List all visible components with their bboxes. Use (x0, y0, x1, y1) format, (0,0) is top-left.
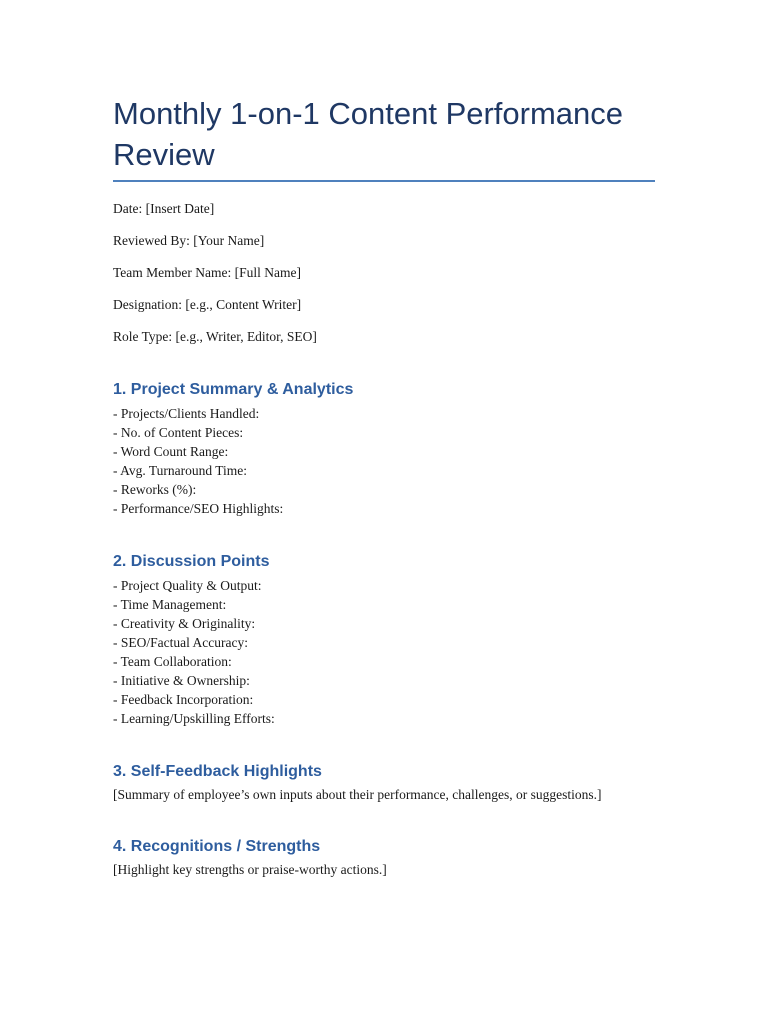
list-item: - Reworks (%): (113, 482, 197, 497)
meta-date: Date: [Insert Date] (113, 201, 215, 216)
list-item: - Initiative & Ownership: (113, 673, 250, 688)
list-item: - Learning/Upskilling Efforts: (113, 711, 275, 726)
list-item: - Projects/Clients Handled: (113, 406, 260, 421)
section-heading-discussion-points: 2. Discussion Points (113, 553, 270, 570)
meta-reviewed-by: Reviewed By: [Your Name] (113, 233, 265, 248)
discussion-points-list (113, 576, 275, 728)
meta-fields (113, 200, 317, 360)
section-heading-self-feedback: 3. Self-Feedback Highlights (113, 763, 322, 780)
meta-team-member-name: Team Member Name: [Full Name] (113, 265, 301, 280)
project-summary-list (113, 404, 283, 518)
meta-designation: Designation: [e.g., Content Writer] (113, 297, 302, 312)
list-item: - Creativity & Originality: (113, 616, 256, 631)
document-title: Monthly 1-on-1 Content Performance Review (113, 96, 624, 172)
title-underline (113, 180, 655, 182)
list-item: - Project Quality & Output: (113, 578, 262, 593)
list-item: - Avg. Turnaround Time: (113, 463, 248, 478)
list-item: - Time Management: (113, 597, 227, 612)
section-heading-project-summary: 1. Project Summary & Analytics (113, 381, 354, 398)
self-feedback-text: [Summary of employee’s own inputs about their performance, challenges, or suggestions.] (113, 787, 602, 802)
section-heading-recognitions: 4. Recognitions / Strengths (113, 838, 321, 855)
list-item: - Team Collaboration: (113, 654, 232, 669)
list-item: - No. of Content Pieces: (113, 425, 244, 440)
list-item: - SEO/Factual Accuracy: (113, 635, 248, 650)
list-item: - Feedback Incorporation: (113, 692, 254, 707)
list-item: - Performance/SEO Highlights: (113, 501, 284, 516)
recognitions-text: [Highlight key strengths or praise-worthy actions.] (113, 862, 387, 877)
meta-role-type: Role Type: [e.g., Writer, Editor, SEO] (113, 329, 317, 344)
list-item: - Word Count Range: (113, 444, 229, 459)
